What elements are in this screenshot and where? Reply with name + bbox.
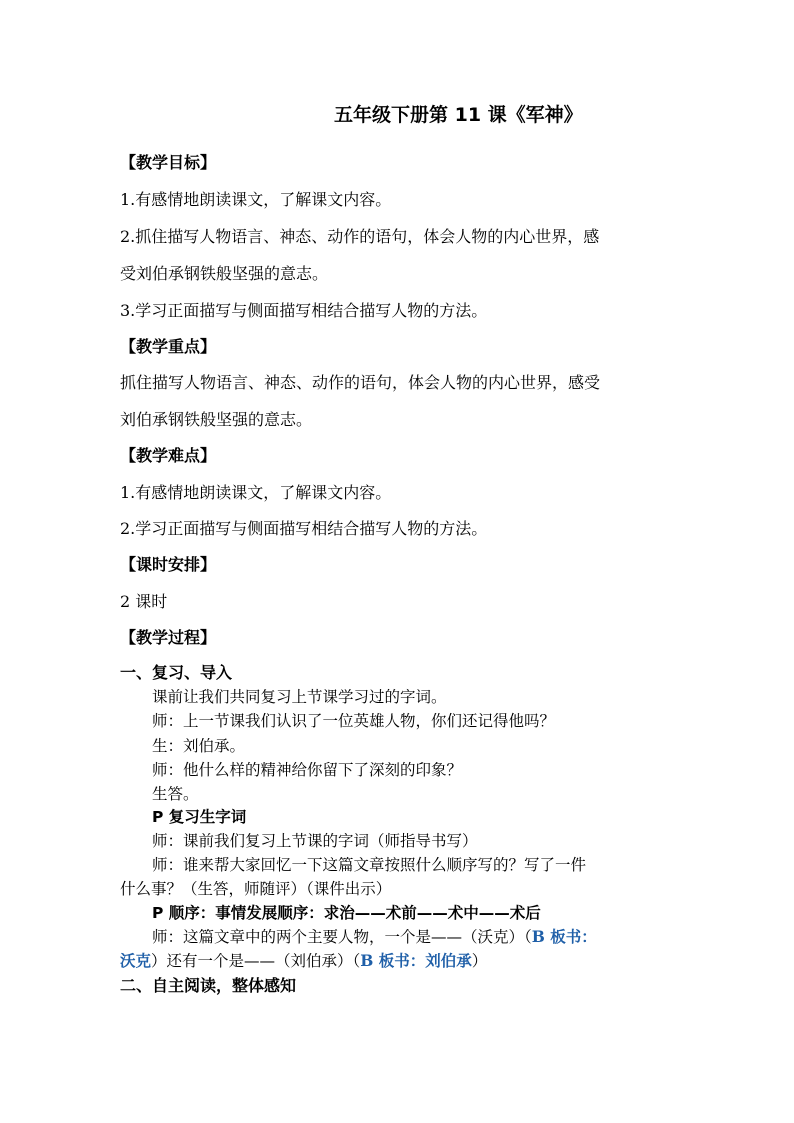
- goals-heading: 【教学目标】: [120, 153, 217, 172]
- lesson-title: 五年级下册第 11 课《军神》: [334, 104, 583, 126]
- section-2-heading: 二、自主阅读，整体感知: [120, 976, 297, 995]
- review-words-label: P 复习生字词: [152, 808, 247, 826]
- goal-line-2: 2.抓住描写人物语言、神态、动作的语句，体会人物的内心世界，感: [120, 227, 600, 246]
- difficulty-line-2: 2.学习正面描写与侧面描写相结合描写人物的方法。: [120, 519, 488, 538]
- sequence-label: P 顺序：事情发展顺序：求治——术前——术中——术后: [152, 904, 541, 922]
- process-line: 课前让我们共同复习上节课学习过的字词。: [152, 688, 447, 706]
- section-1-heading: 一、复习、导入: [120, 663, 233, 682]
- goal-line-3: 受刘伯承钢铁般坚强的意志。: [120, 264, 329, 283]
- key-points-heading: 【教学重点】: [120, 337, 217, 356]
- key-point-line-2: 刘伯承钢铁般坚强的意志。: [120, 410, 313, 429]
- schedule-heading: 【课时安排】: [120, 555, 217, 574]
- process-text: ）: [471, 952, 488, 970]
- process-heading: 【教学过程】: [120, 628, 217, 647]
- board-note: B 板书：: [531, 927, 597, 946]
- goal-line-4: 3.学习正面描写与侧面描写相结合描写人物的方法。: [120, 301, 488, 320]
- process-line: 师：他什么样的精神给你留下了深刻的印象？: [152, 761, 463, 779]
- goal-line-1: 1.有感情地朗读课文，了解课文内容。: [120, 190, 392, 209]
- key-point-line-1: 抓住描写人物语言、神态、动作的语句，体会人物的内心世界，感受: [120, 373, 601, 392]
- process-line: 师：谁来帮大家回忆一下这篇文章按照什么顺序写的？写了一件: [152, 856, 587, 874]
- schedule-value: 2 课时: [120, 592, 168, 611]
- board-note: 沃克: [120, 951, 152, 970]
- process-text: ）还有一个是——（刘伯承）（: [151, 952, 361, 970]
- process-line: 生答。: [152, 785, 199, 803]
- difficulty-line-1: 1.有感情地朗读课文，了解课文内容。: [120, 483, 392, 502]
- process-line: 什么事？（生答，师随评）（课件出示）: [120, 880, 392, 898]
- process-line: [152, 925, 597, 947]
- process-line: 师：上一节课我们认识了一位英雄人物，你们还记得他吗？: [152, 712, 556, 730]
- process-line: [120, 949, 487, 971]
- process-line: 生：刘伯承。: [152, 737, 246, 755]
- process-line: 师：课前我们复习上节课的字词（师指导书写）: [152, 832, 478, 850]
- board-note: B 板书：刘伯承: [360, 951, 472, 970]
- process-text: 师：这篇文章中的两个主要人物，一个是——（沃克）（: [152, 928, 532, 946]
- difficulties-heading: 【教学难点】: [120, 446, 217, 465]
